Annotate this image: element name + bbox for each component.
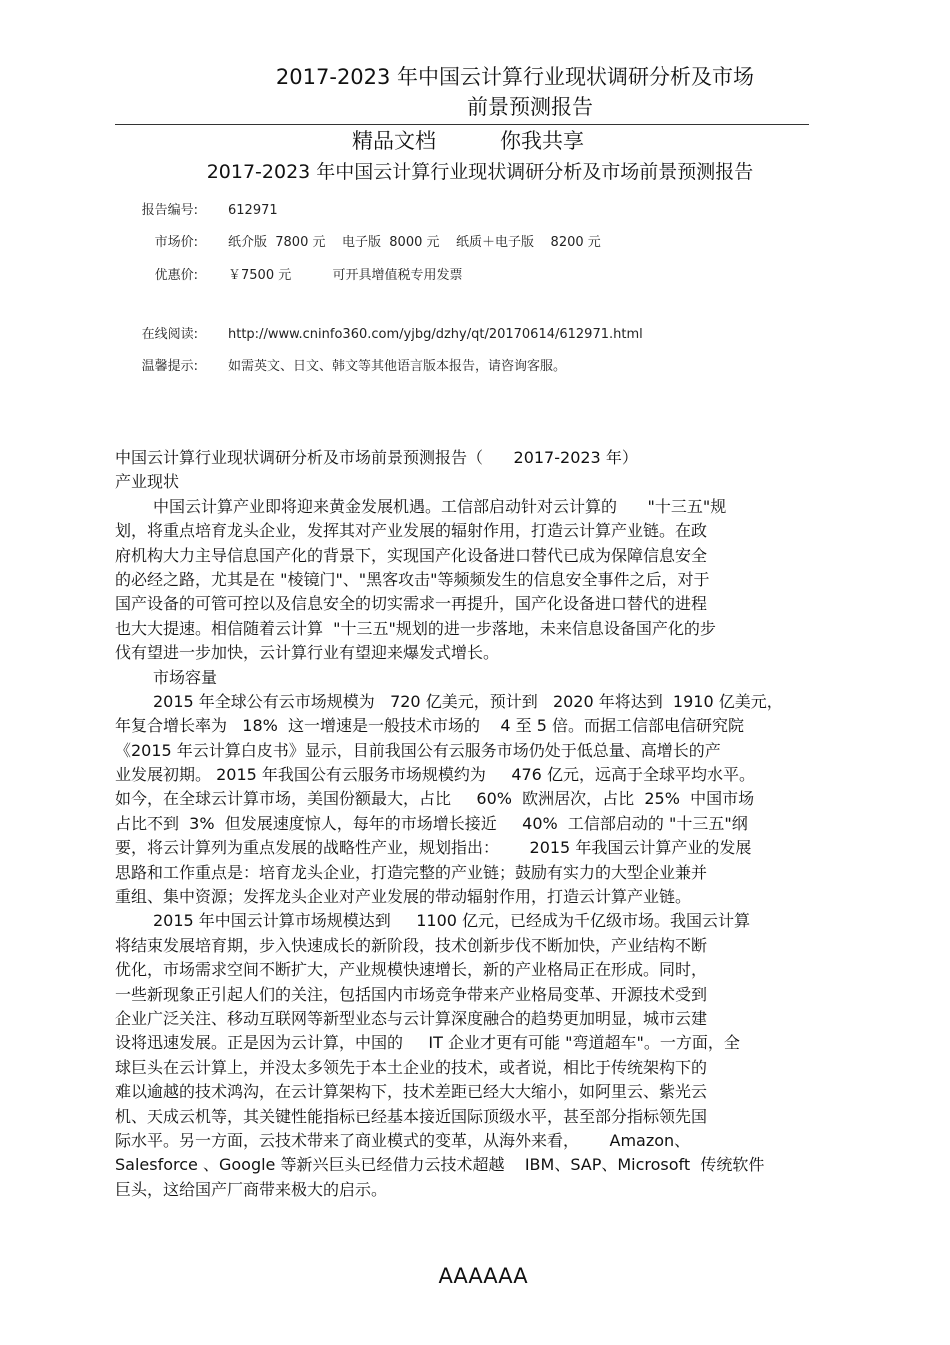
body-line: 球巨头在云计算上，并没太多领先于本土企业的技术，或者说，相比于传统架构下的 bbox=[115, 1057, 708, 1077]
body-line: 要，将云计算列为重点发展的战略性产业，规划指出： 2015 年我国云计算产业的发展 bbox=[115, 838, 752, 858]
body-line: 企业广泛关注、移动互联网等新型业态与云计算深度融合的趋势更加明显，城市云建 bbox=[115, 1008, 708, 1028]
body-line: 的必经之路，尤其是在 "棱镜门"、"黑客攻击"等频频发生的信息安全事件之后，对于 bbox=[115, 569, 710, 589]
info-label-tip: 温馨提示: bbox=[141, 359, 198, 374]
body-line: 2015 年全球公有云市场规模为 720 亿美元，预计到 2020 年将达到 1910 亿美元， bbox=[153, 691, 783, 711]
report-body bbox=[115, 446, 830, 1202]
info-value-market-price: 纸介版 7800 元 电子版 8000 元 纸质＋电子版 8200 元 bbox=[228, 235, 601, 250]
body-line: 难以逾越的技术鸿沟，在云计算架构下，技术差距已经大大缩小，如阿里云、紫光云 bbox=[115, 1082, 708, 1102]
body-line: 中国云计算产业即将迎来黄金发展机遇。工信部启动针对云计算的 "十三五"规 bbox=[153, 496, 727, 516]
body-line: 划，将重点培育龙头企业，发挥其对产业发展的辐射作用，打造云计算产业链。在政 bbox=[115, 521, 708, 541]
body-line: 中国云计算行业现状调研分析及市场前景预测报告（ 2017-2023 年） bbox=[115, 448, 638, 467]
body-line: 业发展初期。 2015 年我国公有云服务市场规模约为 476 亿元，远高于全球平均水平。 bbox=[115, 765, 755, 785]
info-label-report-number: 报告编号: bbox=[141, 203, 198, 218]
body-line: 设将迅速发展。正是因为云计算，中国的 IT 企业才更有可能 "弯道超车"。一方面，全 bbox=[115, 1033, 740, 1053]
footer-mark: AAAAAA bbox=[438, 1264, 528, 1288]
report-title: 2017-2023 年中国云计算行业现状调研分析及市场前景预测报告 bbox=[206, 161, 754, 183]
body-line: 优化，市场需求空间不断扩大，产业规模快速增长，新的产业格局正在形成。同时， bbox=[115, 960, 708, 980]
info-value-report-number: 612971 bbox=[228, 203, 278, 218]
body-line: 思路和工作重点是：培育龙头企业，打造完整的产业链；鼓励有实力的大型企业兼并 bbox=[115, 862, 708, 882]
body-line: 2015 年中国云计算市场规模达到 1100 亿元，已经成为千亿级市场。我国云计算 bbox=[153, 911, 751, 931]
body-line: 重组、集中资源；发挥龙头企业对产业发展的带动辐射作用，打造云计算产业链。 bbox=[115, 887, 692, 907]
body-line: 如今，在全球云计算市场，美国份额最大，占比 60% 欧洲居次，占比 25% 中国市场 bbox=[115, 789, 755, 809]
body-line: 国产设备的可管可控以及信息安全的切实需求一再提升，国产化设备进口替代的进程 bbox=[115, 594, 708, 614]
body-line: 《2015 年云计算白皮书》显示，目前我国公有云服务市场仍处于低总量、高增长的产 bbox=[115, 740, 721, 760]
body-line: 际水平。另一方面，云技术带来了商业模式的变革，从海外来看， Amazon、 bbox=[115, 1130, 691, 1150]
body-line: 巨头，这给国产厂商带来极大的启示。 bbox=[115, 1179, 388, 1199]
body-line: 产业现状 bbox=[115, 472, 180, 492]
header-divider bbox=[115, 124, 809, 125]
body-line: 也大大提速。相信随着云计算 "十三五"规划的进一步落地，未来信息设备国产化的步 bbox=[115, 618, 716, 638]
info-label-discount-price: 优惠价: bbox=[154, 268, 198, 283]
slogan-left: 精品文档 bbox=[352, 129, 436, 153]
online-reading-link[interactable]: http://www.cninfo360.com/yjbg/dzhy/qt/20170614/612971.html bbox=[228, 327, 643, 342]
header-title-line-1: 2017-2023 年中国云计算行业现状调研分析及市场 bbox=[275, 65, 755, 89]
header-title-line-2: 前景预测报告 bbox=[467, 95, 593, 119]
info-label-online-reading: 在线阅读: bbox=[141, 327, 198, 342]
info-label-market-price: 市场价: bbox=[154, 235, 198, 250]
info-value-discount-price: ￥7500 元 可开具增值税专用发票 bbox=[228, 268, 463, 283]
body-line: 年复合增长率为 18% 这一增速是一般技术市场的 4 至 5 倍。而据工信部电信研究院 bbox=[115, 716, 744, 736]
body-line: 将结束发展培育期，步入快速成长的新阶段，技术创新步伐不断加快，产业结构不断 bbox=[115, 935, 708, 955]
body-line: 府机构大力主导信息国产化的背景下，实现国产化设备进口替代已成为保障信息安全 bbox=[115, 545, 708, 565]
body-line: 占比不到 3% 但发展速度惊人，每年的市场增长接近 40% 工信部启动的 "十三五"纲 bbox=[115, 813, 748, 833]
body-line: 市场容量 bbox=[153, 667, 218, 687]
body-line: Salesforce 、Google 等新兴巨头已经借力云技术超越 IBM、SAP、Microsoft 传统软件 bbox=[115, 1155, 765, 1175]
body-line: 伐有望进一步加快，云计算行业有望迎来爆发式增长。 bbox=[115, 643, 500, 663]
info-value-tip: 如需英文、日文、韩文等其他语言版本报告，请咨询客服。 bbox=[228, 359, 567, 374]
slogan-right: 你我共享 bbox=[500, 129, 584, 153]
body-line: 机、天成云机等，其关键性能指标已经基本接近国际顶级水平，甚至部分指标领先国 bbox=[115, 1106, 708, 1126]
body-line: 一些新现象正引起人们的关注，包括国内市场竞争带来产业格局变革、开源技术受到 bbox=[115, 984, 708, 1004]
